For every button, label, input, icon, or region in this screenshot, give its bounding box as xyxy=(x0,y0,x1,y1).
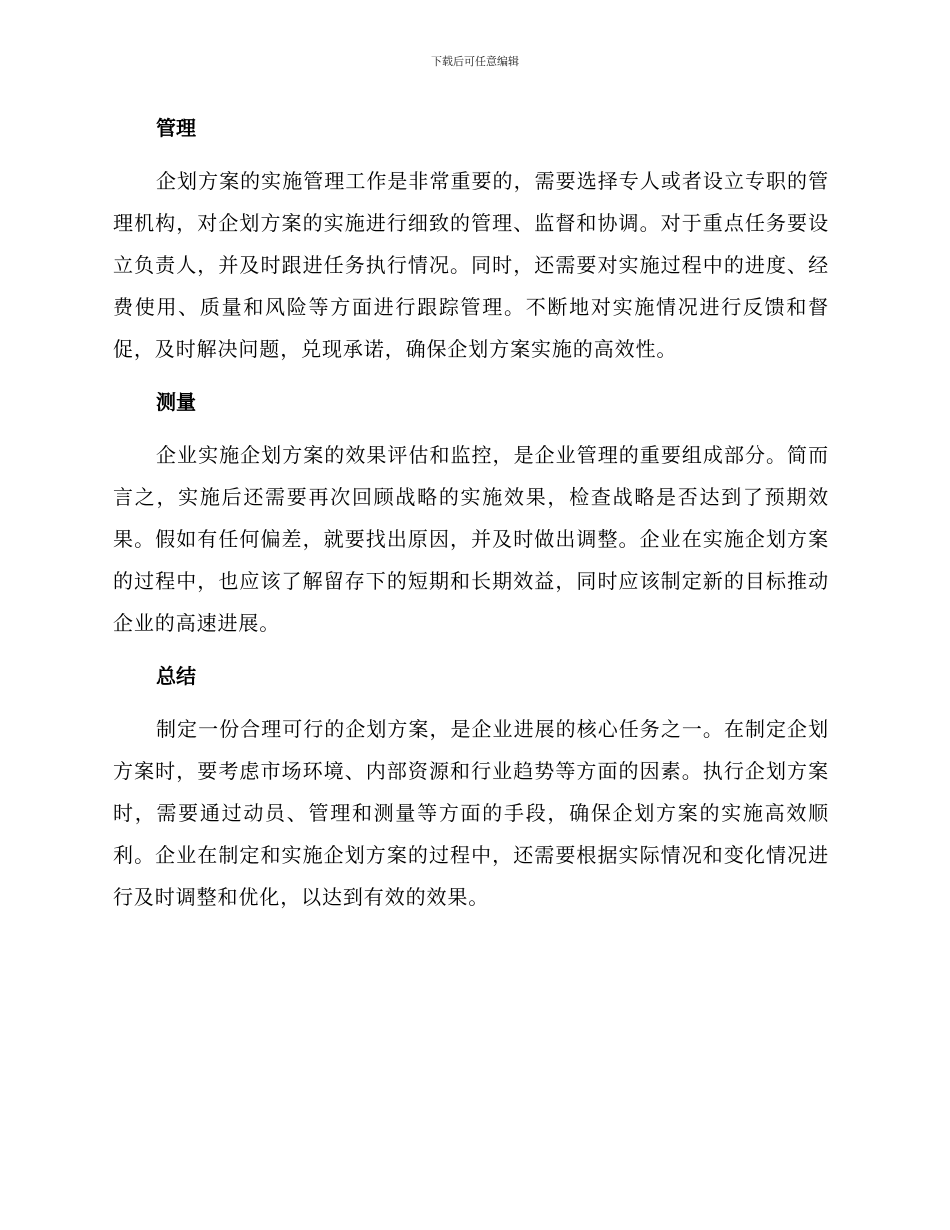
section-heading-measurement: 测量 xyxy=(156,390,196,414)
section-heading-management: 管理 xyxy=(156,116,196,140)
section-paragraph-management: 企划方案的实施管理工作是非常重要的，需要选择专人或者设立专职的管理机构，对企划方案的实施进行细致的管理、监督和协调。对于重点任务要设立负责人，并及时跟进任务执行情况。同时，还需要对实施过程中的进度、经费使用、质量和风险等方面进行跟踪管理。不断地对实施情况进行反馈和督促，及时解决问题，兑现承诺，确保企划方案实施的高效性。 xyxy=(113,169,829,361)
page-header: 下载后可任意编辑 xyxy=(431,55,519,68)
section-heading-summary: 总结 xyxy=(156,664,196,688)
section-paragraph-summary: 制定一份合理可行的企划方案，是企业进展的核心任务之一。在制定企划方案时，要考虑市场环境、内部资源和行业趋势等方面的因素。执行企划方案时，需要通过动员、管理和测量等方面的手段，确保企划方案的实施高效顺利。企业在制定和实施企划方案的过程中，还需要根据实际情况和变化情况进行及时调整和优化，以达到有效的效果。 xyxy=(113,717,829,909)
document-body xyxy=(113,108,829,930)
section-paragraph-measurement: 企业实施企划方案的效果评估和监控，是企业管理的重要组成部分。简而言之，实施后还需要再次回顾战略的实施效果，检查战略是否达到了预期效果。假如有任何偏差，就要找出原因，并及时做出调整。企业在实施企划方案的过程中，也应该了解留存下的短期和长期效益，同时应该制定新的目标推动企业的高速进展。 xyxy=(113,443,829,635)
